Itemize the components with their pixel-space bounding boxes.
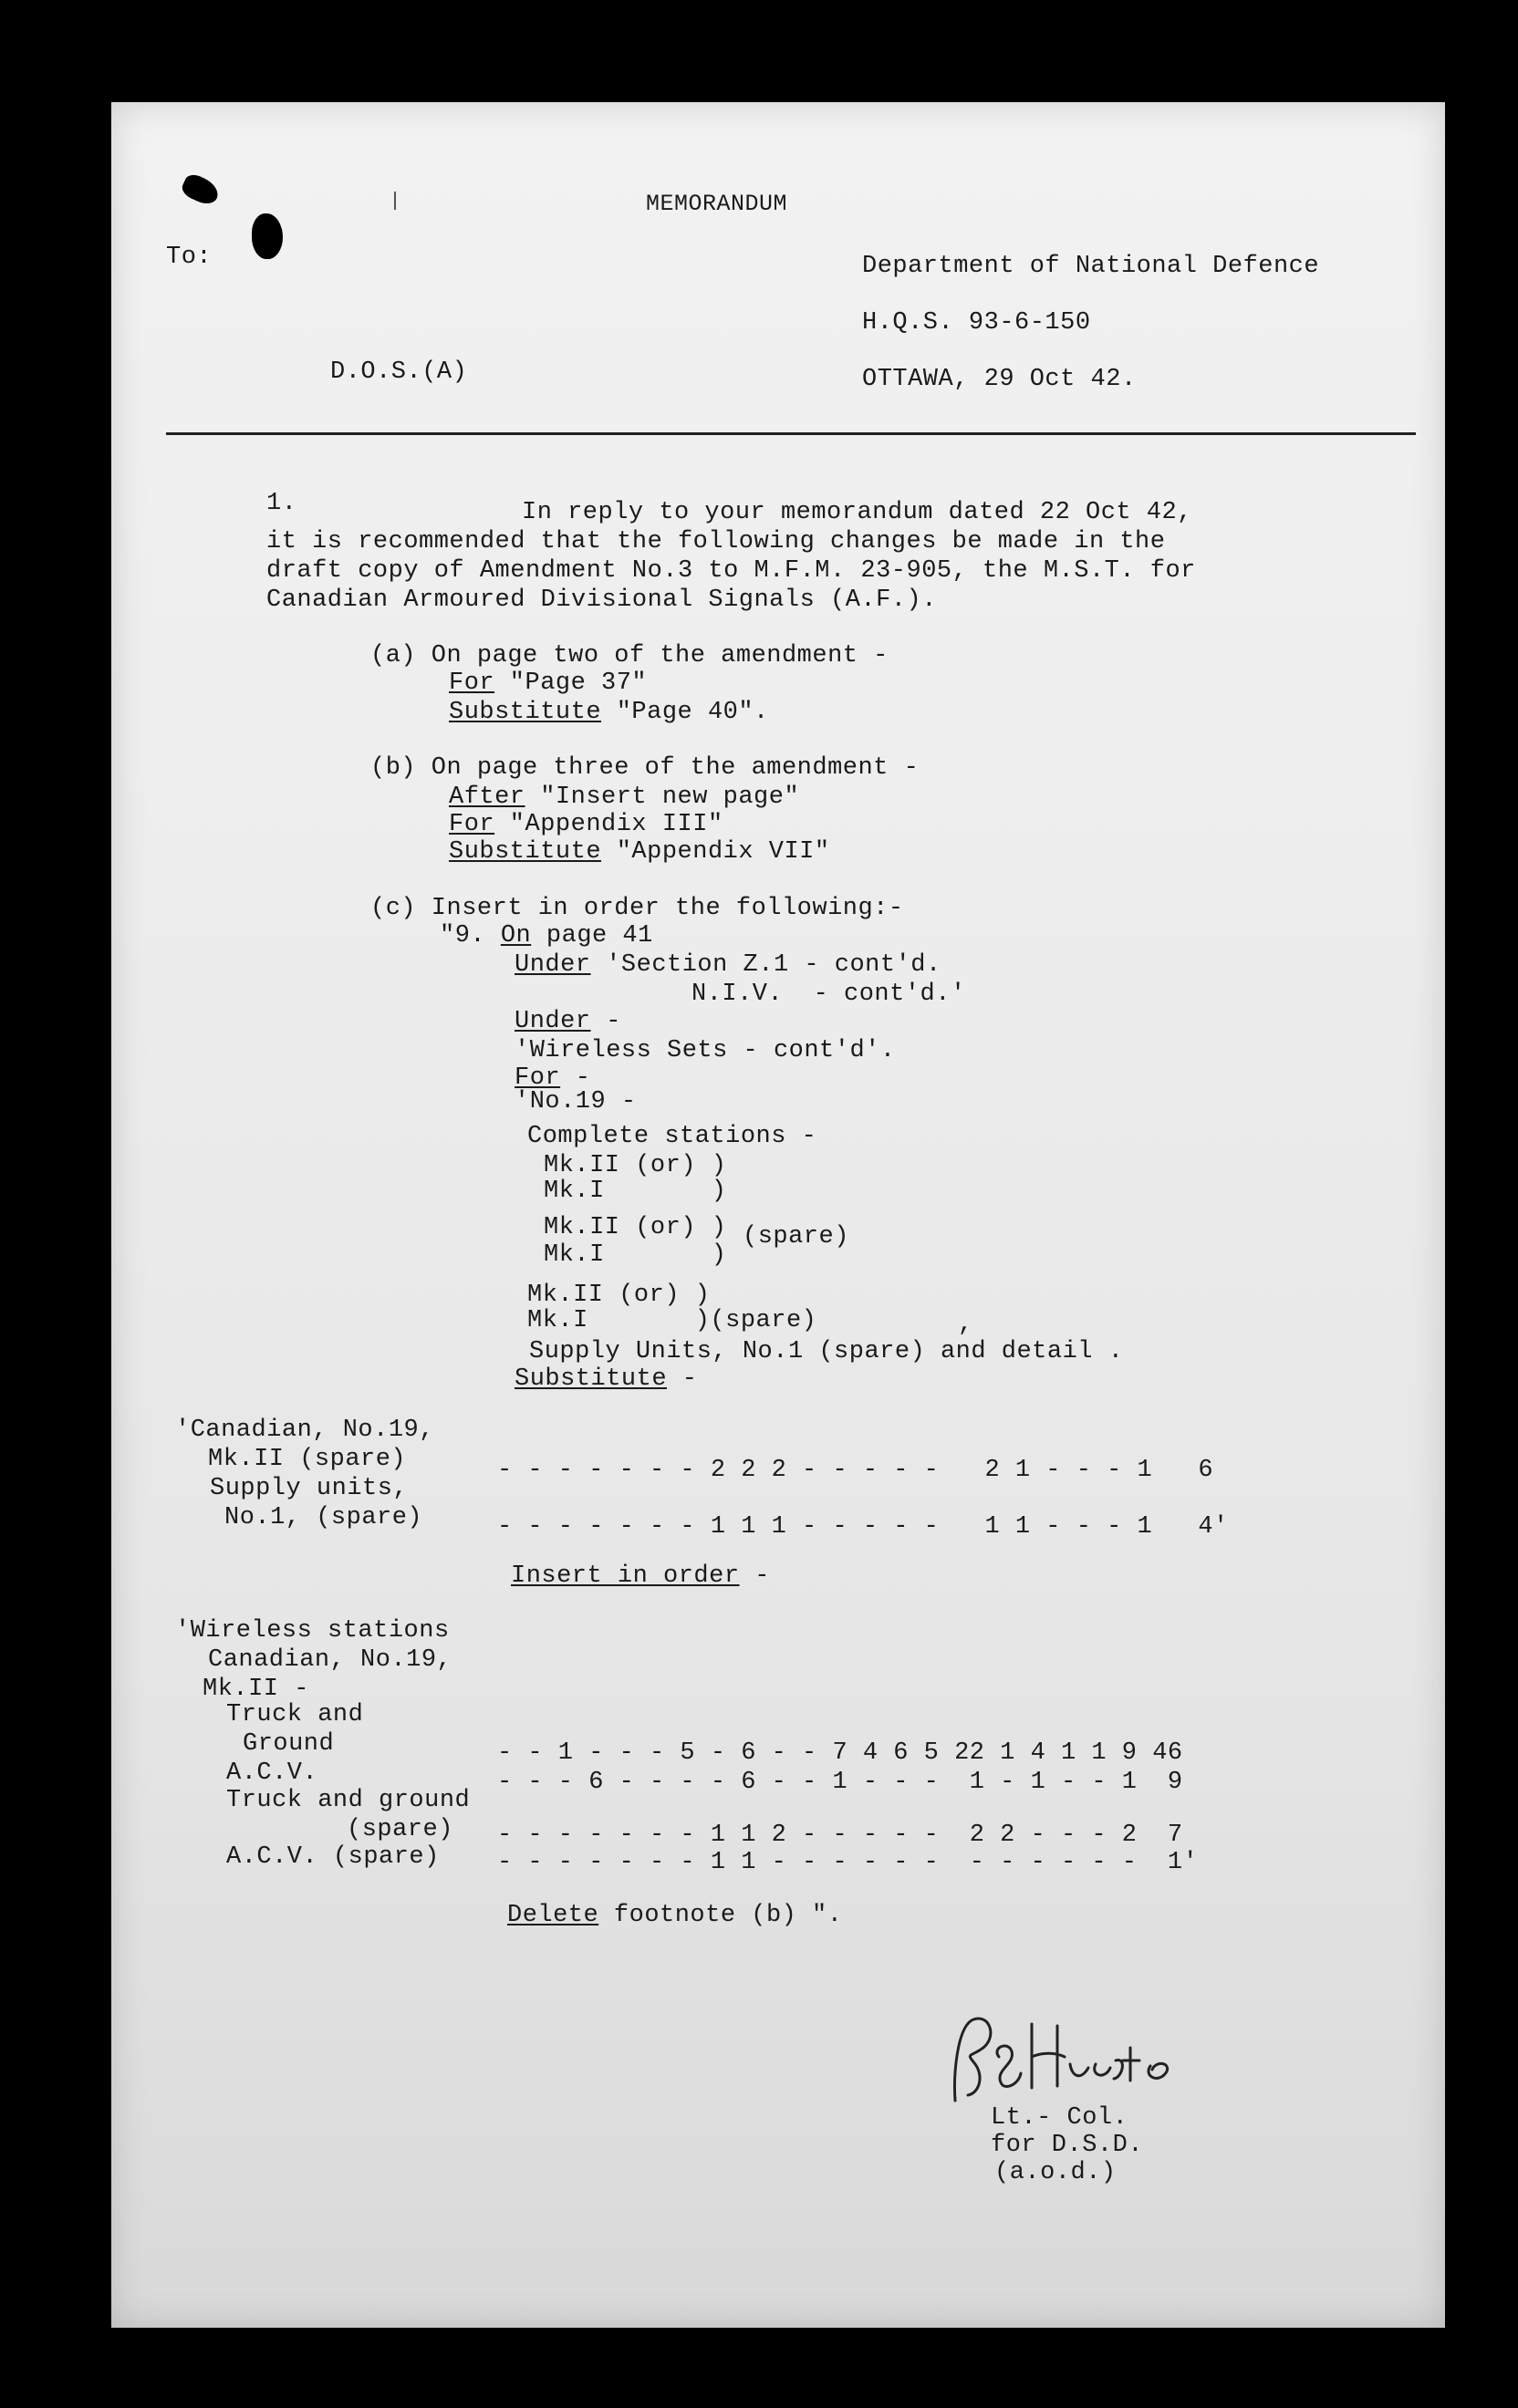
value-text: "Appendix III" xyxy=(494,811,723,838)
mark-line: Mk.II (or) ) xyxy=(544,1152,727,1179)
to-label: To: xyxy=(166,244,213,271)
value-text: 'Section Z.1 - cont'd. xyxy=(590,951,941,979)
memo-sheet xyxy=(111,102,1445,2328)
table-row-label: Canadian, No.19, xyxy=(208,1646,452,1674)
paragraph-line: Canadian Armoured Divisional Signals (A.F.). xyxy=(266,586,937,614)
value-text: - xyxy=(667,1365,698,1393)
delete-footnote xyxy=(507,1901,842,1930)
table-row-label: Truck and xyxy=(226,1701,364,1728)
table-row-label: Mk.II - xyxy=(203,1676,309,1703)
keyword-for: For xyxy=(449,669,495,697)
table-row-label: Ground xyxy=(243,1730,335,1758)
item-b-substitute xyxy=(449,837,830,867)
paragraph-line: In reply to your memorandum dated 22 Oct 42, xyxy=(522,499,1192,526)
keyword-substitute: Substitute xyxy=(449,699,602,726)
pencil-mark xyxy=(394,192,396,210)
value-text: - xyxy=(739,1562,770,1590)
table-row-label: (spare) xyxy=(347,1816,453,1843)
keyword-after: After xyxy=(449,784,525,811)
item-a-for xyxy=(449,669,647,698)
keyword-delete: Delete xyxy=(507,1902,599,1929)
table-row-label: Supply units, xyxy=(210,1475,409,1502)
file-reference: H.Q.S. 93-6-150 xyxy=(862,309,1091,337)
value-text: "Insert new page" xyxy=(525,784,800,811)
table-row-label: A.C.V. (spare) xyxy=(226,1843,440,1871)
table-row-label: 'Wireless stations xyxy=(175,1617,450,1645)
item-c-wireless: 'Wireless Sets - cont'd'. xyxy=(515,1037,896,1064)
value-text: "Appendix VII" xyxy=(601,838,830,866)
ink-blot xyxy=(252,213,283,259)
keyword-substitute: Substitute xyxy=(449,838,602,866)
paragraph-line: draft copy of Amendment No.3 to M.F.M. 23-905, the M.S.T. for xyxy=(266,557,1196,585)
keyword-insert: Insert in order xyxy=(511,1562,740,1590)
keyword-under: Under xyxy=(515,1008,591,1035)
keyword-for: For xyxy=(449,811,495,838)
keyword-under: Under xyxy=(515,951,591,979)
value-text: - xyxy=(590,1008,621,1035)
item-c-under2 xyxy=(515,1007,621,1036)
item-c-under-cont: N.I.V. - cont'd.' xyxy=(691,981,966,1008)
spare-label: (spare) xyxy=(743,1223,849,1251)
mark-line: Mk.I )(spare) xyxy=(527,1307,817,1334)
item-a-intro: (a) On page two of the amendment - xyxy=(370,642,889,669)
table-row-values: - - 1 - - - 5 - 6 - - 7 4 6 5 22 1 4 1 1 9 46 xyxy=(497,1739,1183,1767)
keyword-for: For xyxy=(515,1064,561,1092)
item-c-no19: 'No.19 - xyxy=(515,1088,637,1116)
item-b-after xyxy=(449,783,799,812)
item-c-complete: Complete stations - xyxy=(527,1123,817,1150)
keyword-substitute: Substitute xyxy=(515,1365,668,1393)
value-text: "Page 37" xyxy=(494,669,648,697)
item-b-intro: (b) On page three of the amendment - xyxy=(370,754,920,782)
value-text: "9. xyxy=(440,922,501,950)
table-row-label: Truck and ground xyxy=(226,1787,471,1814)
item-c-intro: (c) Insert in order the following:- xyxy=(370,895,904,922)
table-row-values: - - - - - - - 1 1 2 - - - - - 2 2 - - - 2 7 xyxy=(497,1822,1183,1849)
table-row-values: - - - - - - - 1 1 1 - - - - - 1 1 - - - 1 4' xyxy=(497,1513,1229,1541)
item-b-for xyxy=(449,810,723,839)
department-name: Department of National Defence xyxy=(862,253,1320,280)
comma: , xyxy=(958,1311,973,1338)
item-c-under xyxy=(515,950,941,980)
item-a-substitute xyxy=(449,698,769,727)
item-c-substitute xyxy=(515,1365,697,1394)
value-text: - xyxy=(560,1064,591,1092)
table-row-label: Mk.II (spare) xyxy=(208,1446,407,1473)
mark-line: Mk.II (or) ) xyxy=(544,1214,727,1241)
paragraph-number: 1. xyxy=(266,490,297,517)
item-c-supply: Supply Units, No.1 (spare) and detail . xyxy=(529,1338,1124,1365)
table-row-label: 'Canadian, No.19, xyxy=(175,1417,434,1444)
value-text: "Page 40". xyxy=(601,699,769,726)
table-row-values: - - - - - - - 2 2 2 - - - - - 2 1 - - - 1 6 xyxy=(497,1457,1214,1484)
signatory-aod: (a.o.d.) xyxy=(994,2159,1117,2186)
handwritten-signature xyxy=(944,1993,1200,2121)
addressee: D.O.S.(A) xyxy=(330,358,468,386)
keyword-on: On xyxy=(500,922,532,950)
memo-title: MEMORANDUM xyxy=(646,191,788,217)
value-text: page 41 xyxy=(531,922,653,950)
table-row-values: - - - - - - - 1 1 - - - - - - - - - - - - 1' xyxy=(497,1849,1199,1876)
mark-line: Mk.II (or) ) xyxy=(527,1282,711,1309)
table-row-label: No.1, (spare) xyxy=(224,1504,423,1531)
header-divider xyxy=(166,432,1416,435)
mark-line: Mk.I ) xyxy=(544,1178,727,1205)
table-row-label: A.C.V. xyxy=(226,1759,318,1787)
item-c-number xyxy=(440,921,653,950)
place-date: OTTAWA, 29 Oct 42. xyxy=(862,366,1137,393)
signatory-rank: Lt.- Col. xyxy=(991,2104,1128,2132)
mark-line: Mk.I ) xyxy=(544,1241,727,1269)
insert-in-order xyxy=(511,1562,770,1591)
table-row-values: - - - 6 - - - - 6 - - 1 - - - 1 - 1 - - 1 9 xyxy=(497,1769,1183,1796)
paragraph-line: it is recommended that the following changes be made in the xyxy=(266,528,1166,555)
signatory-for: for D.S.D. xyxy=(991,2132,1144,2159)
value-text: footnote (b) ". xyxy=(598,1902,843,1929)
